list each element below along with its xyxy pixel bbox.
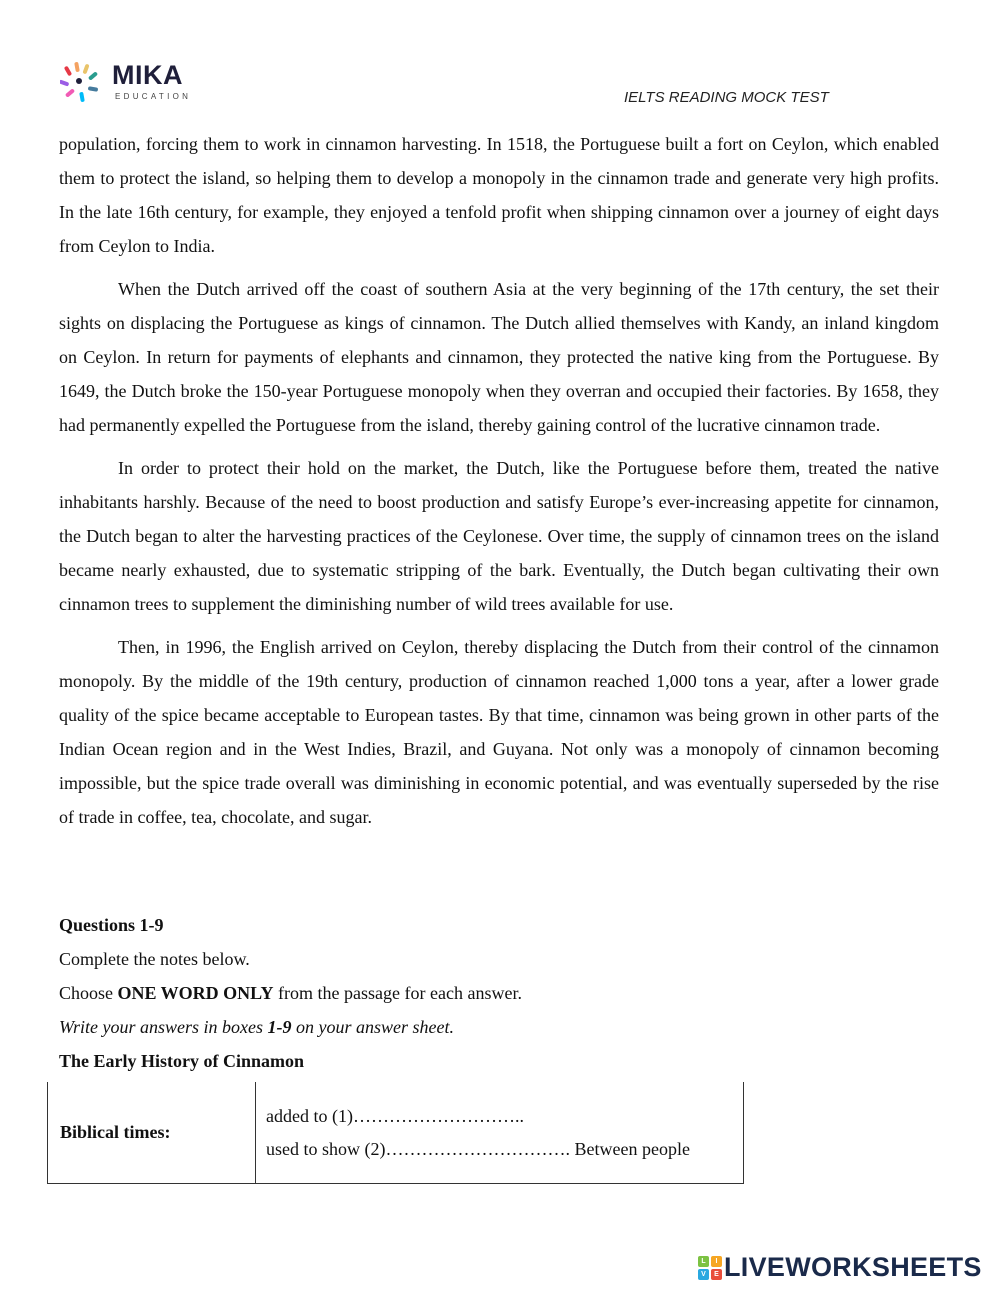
note-gap-2: used to show (2)…………………………. Between people [266,1138,690,1159]
passage-paragraph-3: In order to protect their hold on the market, the Dutch, like the Portuguese before them, treated the native inhabitants harshly. Because of the need to boost production and satisfy Europe’s ever-increasing appetite for cinnamon, the Dutch began to alter the harvesting practices of the Ceylonese. Over time, the supply of cinnamon trees on the island became nearly exhausted, due to systematic stripping of the bark. Eventually, the Dutch began cultivating their own cinnamon trees to supplement the diminishing number of wild trees available for use. [59,458,939,614]
instruction-word-limit: Choose ONE WORD ONLY from the passage for each answer. [59,983,522,1003]
note-gap-1: added to (1)……………………….. [266,1105,524,1126]
liveworksheets-wordmark: LIVEWORKSHEETS [724,1252,982,1282]
questions-heading: Questions 1-9 [59,915,164,935]
instruction-answer-boxes: Write your answers in boxes 1-9 on your answer sheet. [59,1017,454,1037]
logo-wordmark: MIKA [112,60,183,90]
logo-subtitle: EDUCATION [115,92,192,101]
passage-paragraph-2: When the Dutch arrived off the coast of southern Asia at the very beginning of the 17th century, the set their sights on displacing the Portuguese as kings of cinnamon. The Dutch allied themselves with Kandy, an inland kingdom on Ceylon. In return for payments of elephants and cinnamon, they protected the native king from the Portuguese. By 1649, the Dutch broke the 150-year Portuguese monopoly when they overran and occupied their factories. By 1658, they had permanently expelled the Portuguese from the island, thereby gaining control of the lucrative cinnamon trade. [59,279,939,435]
notes-title: The Early History of Cinnamon [59,1051,305,1071]
liveworksheets-badge-icon: L I V E [698,1256,722,1280]
reading-passage [59,127,939,843]
questions-section [59,908,939,1078]
instruction-complete-notes: Complete the notes below. [59,949,250,969]
row-label-biblical-times: Biblical times: [48,1082,256,1184]
mika-education-logo [60,58,200,108]
passage-paragraph-1: population, forcing them to work in cinnamon harvesting. In 1518, the Portuguese built a fort on Ceylon, which enabled them to protect the island, so helping them to develop a monopoly in the cinnamon trade and generate very high profits. In the late 16th century, for example, they enjoyed a tenfold profit when shipping cinnamon over a journey of eight days from Ceylon to India. [59,134,939,256]
table-row [48,1082,744,1184]
page-header-title: IELTS READING MOCK TEST [624,89,829,106]
passage-paragraph-4: Then, in 1996, the English arrived on Ceylon, thereby displacing the Dutch from their control of the cinnamon monopoly. By the middle of the 19th century, production of cinnamon reached 1,000 tons a year, after a lower grade quality of the spice became acceptable to European tastes. By that time, cinnamon was being grown in other parts of the Indian Ocean region and in the West Indies, Brazil, and Guyana. Not only was a monopoly of cinnamon becoming impossible, but the spice trade overall was diminishing in economic potential, and was eventually superseded by the rise of trade in coffee, tea, chocolate, and sugar. [59,637,939,827]
mika-logo-icon [60,60,104,104]
notes-table [47,1082,744,1184]
row-notes-biblical-times [256,1082,744,1184]
